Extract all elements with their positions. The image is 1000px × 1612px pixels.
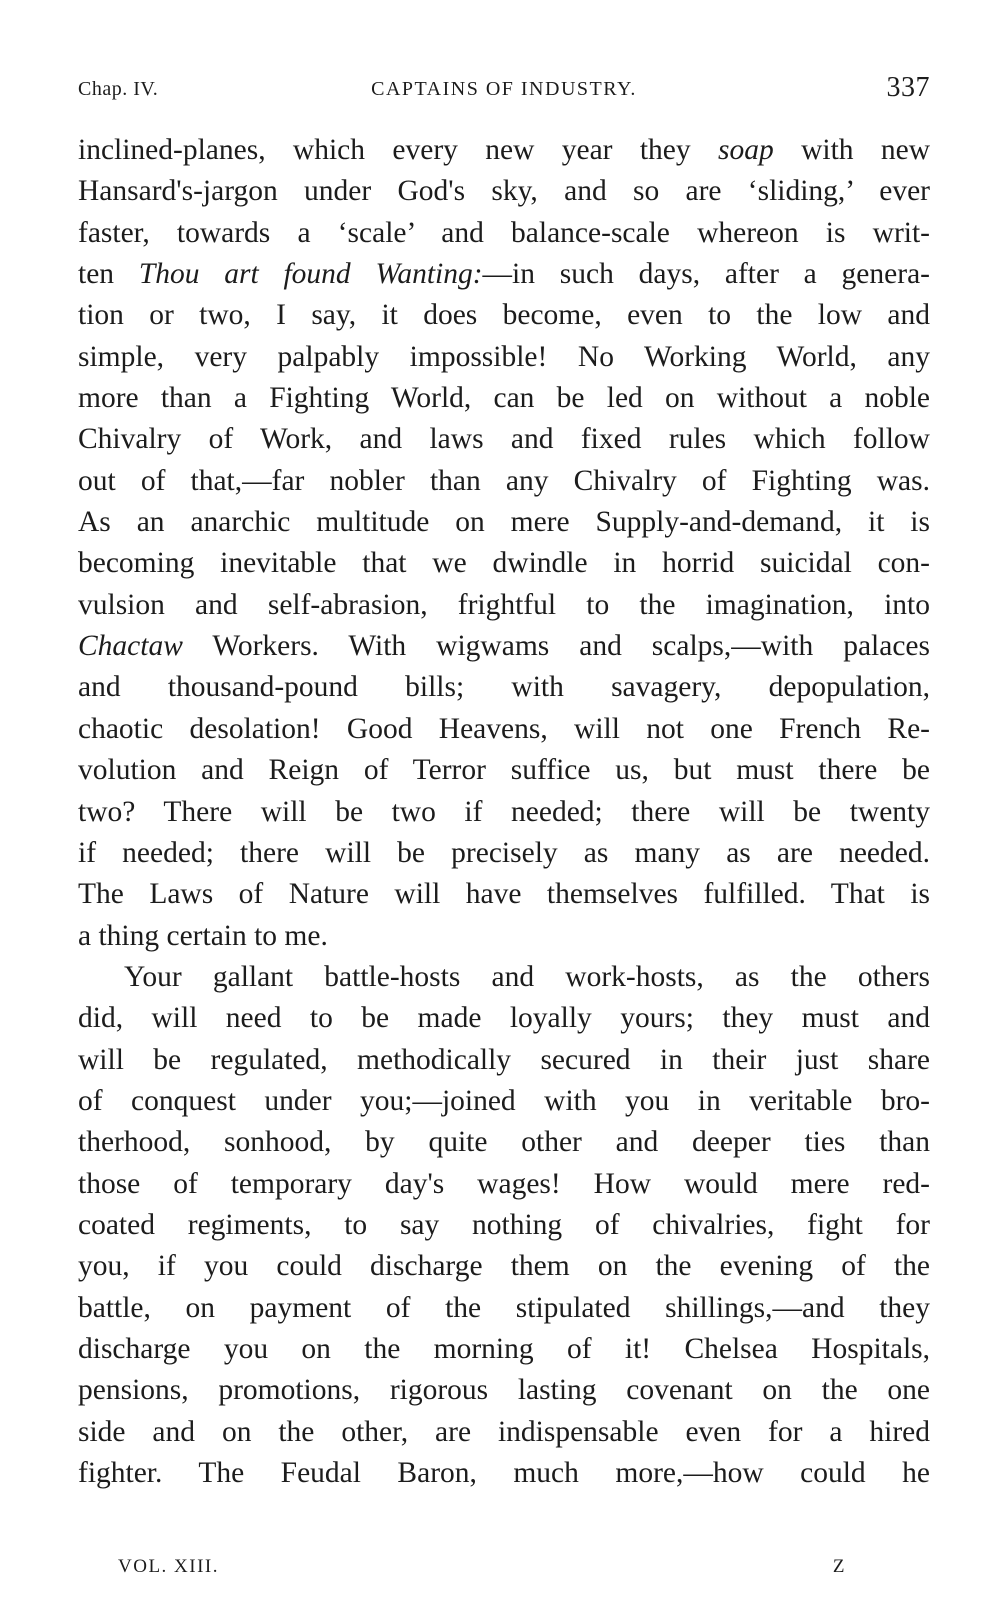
paragraph-1 [78, 130, 930, 957]
text-line: becoming inevitable that we dwindle in horrid suicidal con- [78, 547, 930, 580]
chapter-label: Chap. IV. [78, 78, 159, 100]
text-line: chaotic desolation! Good Heavens, will not one French Re- [78, 712, 930, 745]
text-line: Chivalry of Work, and laws and fixed rules which follow [78, 423, 930, 456]
text-line: side and on the other, are indispensable even for a hired [78, 1415, 930, 1448]
paragraph-2 [78, 957, 930, 1494]
text-line: of conquest under you;—joined with you in veritable bro- [78, 1084, 930, 1117]
running-title: CAPTAINS OF INDUSTRY. [371, 78, 637, 100]
text-line: two? There will be two if needed; there will be twenty [78, 795, 930, 828]
text-line: inclined-planes, which every new year they soap with new [78, 134, 930, 166]
text-line: discharge you on the morning of it! Chelsea Hospitals, [78, 1332, 930, 1365]
text-line: pensions, promotions, rigorous lasting covenant on the one [78, 1374, 930, 1407]
text-line: tion or two, I say, it does become, even to the low and [78, 299, 930, 332]
text-line: faster, towards a ‘scale’ and balance-scale whereon is writ- [78, 216, 930, 249]
text-line: The Laws of Nature will have themselves fulfilled. That is [78, 878, 930, 911]
text-line: you, if you could discharge them on the evening of the [78, 1250, 930, 1283]
page-number: 337 [886, 72, 930, 103]
signature-mark: Z [832, 1556, 846, 1577]
text-line: As an anarchic multitude on mere Supply-and-demand, it is [78, 506, 930, 539]
text-line: Your gallant battle-hosts and work-hosts, as the others [124, 960, 930, 993]
text-line: battle, on payment of the stipulated shillings,—and they [78, 1291, 930, 1324]
text-line: and thousand-pound bills; with savagery, depopulation, [78, 671, 930, 704]
volume-label: VOL. XIII. [118, 1556, 220, 1577]
page-footer [118, 1556, 846, 1586]
text-line: Hansard's-jargon under God's sky, and so are ‘sliding,’ ever [78, 175, 930, 208]
running-header [78, 72, 930, 112]
text-line: did, will need to be made loyally yours; they must and [78, 1002, 930, 1035]
text-line: therhood, sonhood, by quite other and deeper ties than [78, 1126, 930, 1159]
text-line: fighter. The Feudal Baron, much more,—how could he [78, 1457, 930, 1489]
text-line: more than a Fighting World, can be led on without a noble [78, 382, 930, 415]
text-line: out of that,—far nobler than any Chivalry of Fighting was. [78, 464, 930, 497]
text-line: vulsion and self-abrasion, frightful to the imagination, into [78, 588, 930, 621]
text-line: if needed; there will be precisely as many as are needed. [78, 836, 930, 869]
text-line: a thing certain to me. [78, 919, 328, 952]
text-line: those of temporary day's wages! How would mere red- [78, 1167, 930, 1200]
page-body [78, 130, 930, 1494]
text-line: ten Thou art found Wanting:—in such days, after a genera- [78, 258, 930, 291]
text-line: coated regiments, to say nothing of chivalries, fight for [78, 1208, 930, 1241]
text-line: simple, very palpably impossible! No Working World, any [78, 340, 930, 373]
text-line: volution and Reign of Terror suffice us, but must there be [78, 754, 930, 787]
text-line: will be regulated, methodically secured in their just share [78, 1043, 930, 1076]
text-line: Chactaw Workers. With wigwams and scalps,—with palaces [78, 630, 930, 663]
